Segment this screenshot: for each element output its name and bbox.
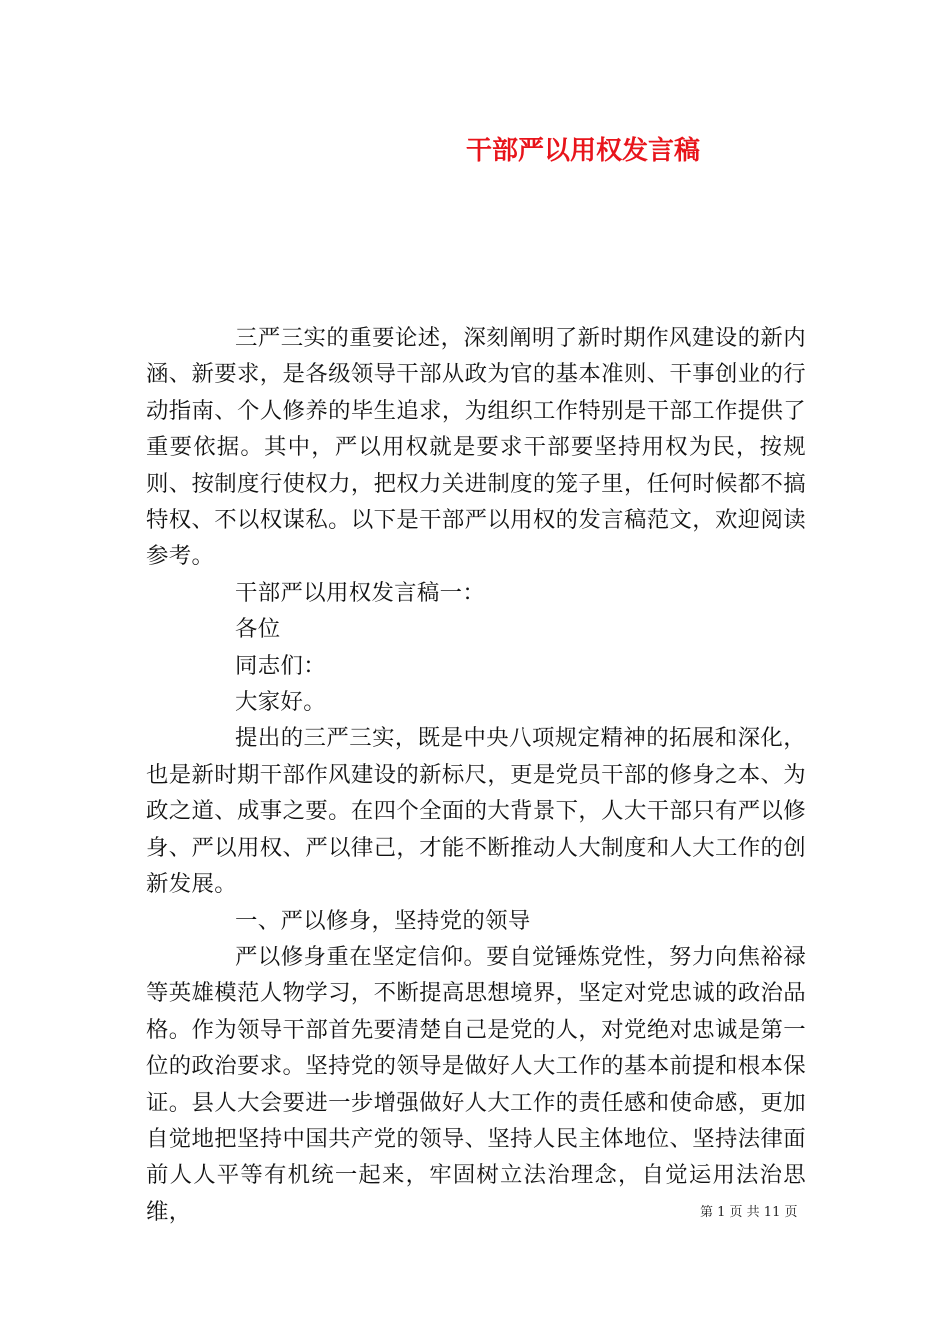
paragraph-salutation-2: 同志们： <box>235 652 326 679</box>
paragraph-body-2: 严以修身重在坚定信仰。要自觉锤炼党性，努力向焦裕禄等英雄模范人物学习，不断提高思想境界，坚定对党忠诚的政治品格。作为领导干部首先要清楚自己是党的人，对党绝对忠诚是第一位的政治要求。坚持党的领导是做好人大工作的基本前提和根本保证。县人大会要进一步增强做好人大工作的责任感和使命感，更加自觉地把坚持中国共产党的领导、坚持人民主体地位、坚持法律面前人人平等有机统一起来，牢固树立法治理念，自觉运用法治思维， <box>146 943 806 1225</box>
paragraph-greeting: 大家好。 <box>235 689 326 716</box>
document-body <box>146 320 806 1230</box>
paragraph-salutation-1: 各位 <box>235 616 281 643</box>
paragraph-body-1: 提出的三严三实，既是中央八项规定精神的拓展和深化，也是新时期干部作风建设的新标尺，更是党员干部的修身之本、为政之道、成事之要。在四个全面的大背景下，人大干部只有严以修身、严以用权、严以律己，才能不断推动人大制度和人大工作的创新发展。 <box>146 725 806 898</box>
page-number-footer: 第 1 页 共 11 页 <box>700 1205 798 1220</box>
document-title: 干部严以用权发言稿 <box>465 136 700 166</box>
paragraph-intro: 三严三实的重要论述，深刻阐明了新时期作风建设的新内涵、新要求，是各级领导干部从政为官的基本准则、干事创业的行动指南、个人修养的毕生追求，为组织工作特别是干部工作提供了重要依据。其中，严以用权就是要求干部要坚持用权为民，按规则、按制度行使权力，把权力关进制度的笼子里，任何时候都不搞特权、不以权谋私。以下是干部严以用权的发言稿范文，欢迎阅读参考。 <box>146 325 806 570</box>
section-heading-1: 一、严以修身，坚持党的领导 <box>235 907 531 934</box>
paragraph-speech-heading: 干部严以用权发言稿一： <box>235 579 486 606</box>
